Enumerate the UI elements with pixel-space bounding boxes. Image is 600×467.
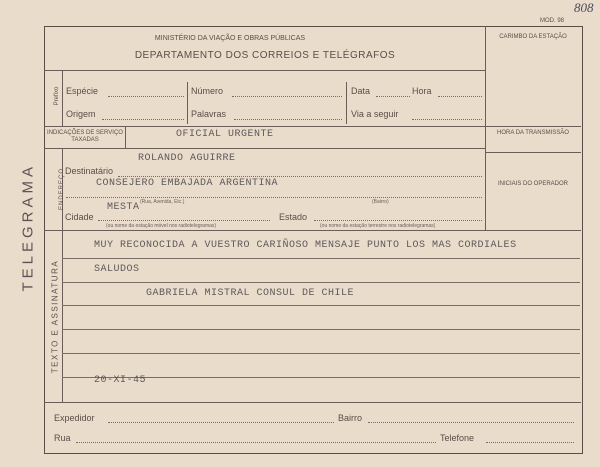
message-line-2: SALUDOS [94, 264, 140, 275]
transmission-hour-label: HORA DA TRANSMISSÃO [497, 130, 569, 136]
message-signature: GABRIELA MISTRAL CONSUL DE CHILE [146, 288, 355, 299]
form-code: MOD. 98 [540, 18, 565, 24]
origem-field[interactable] [102, 119, 184, 120]
palavras-label: Palavras [191, 109, 227, 119]
data-field[interactable] [376, 96, 410, 97]
numero-label: Número [191, 86, 224, 96]
expedidor-label: Expedidor [54, 413, 95, 423]
rua-field[interactable] [76, 442, 436, 443]
telefone-label: Telefone [440, 433, 475, 443]
estado-label: Estado [279, 212, 308, 222]
message-rule-2 [62, 282, 580, 283]
telefone-field[interactable] [486, 442, 574, 443]
street-field[interactable] [66, 197, 482, 198]
expedidor-field[interactable] [108, 422, 334, 423]
destinatario-field[interactable] [118, 176, 482, 177]
message-bottom-rule [44, 402, 581, 403]
data-label: Data [351, 86, 371, 96]
message-rule-4 [62, 329, 580, 330]
message-date: 20-XI-45 [94, 375, 147, 386]
address-bottom-rule [44, 230, 581, 231]
right-column-divider [485, 26, 486, 230]
service-label-divider [125, 126, 126, 148]
bairro-hint: (Bairro) [372, 199, 389, 205]
cidade-value: MESTA [107, 202, 140, 213]
message-line-1: MUY RECONOCIDA A VUESTRO CARIÑOSO MENSAJE PUNTO LOS MAS CORDIALES [94, 240, 517, 251]
hora-field[interactable] [438, 96, 482, 97]
message-section-label: TEXTO E ASSINATURA [50, 259, 60, 374]
prefix-section-label: Prefixo [54, 86, 60, 106]
footer-bairro-label: Bairro [338, 413, 363, 423]
service-value: OFICIAL URGENTE [176, 129, 274, 140]
destinatario-label: Destinatário [65, 166, 114, 176]
message-rule-3 [62, 305, 580, 306]
department-title: DEPARTAMENTO DOS CORREIOS E TELÉGRAFOS [134, 50, 396, 61]
cidade-hint: (ou nome da estação móvel nos radiotelegramas) [106, 223, 217, 229]
stamp-box-label: CARIMBO DA ESTAÇÃO [499, 34, 567, 40]
prefix-top-rule [44, 70, 485, 71]
operator-initials-label: INICIAIS DO OPERADOR [497, 181, 568, 187]
service-label: INDICAÇÕES DE SERVIÇO TAXADAS [47, 130, 123, 143]
via-field[interactable] [412, 119, 482, 120]
via-label: Via a seguir [351, 109, 399, 119]
service-bottom-rule [44, 148, 485, 149]
message-rule-5 [62, 353, 580, 354]
page-number: 808 [574, 0, 594, 15]
prefix-col-divider-1 [187, 82, 188, 124]
message-rule-1 [62, 258, 580, 259]
especie-label: Espécie [66, 86, 99, 96]
estado-hint: (ou nome da estação terrestre nos radiotelegramas) [320, 223, 436, 229]
estado-field[interactable] [314, 220, 482, 221]
footer-bairro-field[interactable] [368, 422, 574, 423]
destinatario-title: CONSEJERO EMBAJADA ARGENTINA [96, 178, 279, 189]
cidade-label: Cidade [65, 212, 94, 222]
destinatario-name: ROLANDO AGUIRRE [138, 153, 236, 164]
especie-field[interactable] [108, 96, 184, 97]
street-hint: (Rua, Avenida, Etc.) [140, 199, 185, 205]
hora-label: Hora [412, 86, 432, 96]
numero-field[interactable] [232, 96, 342, 97]
palavras-field[interactable] [234, 119, 342, 120]
prefix-left-strip [62, 70, 63, 126]
rua-label: Rua [54, 433, 71, 443]
origem-label: Origem [66, 109, 96, 119]
address-section-label: ENDEREÇO [59, 168, 65, 211]
prefix-col-divider-2 [346, 82, 347, 124]
ministry-title: MINISTÉRIO DA VIAÇÃO E OBRAS PÚBLICAS [154, 35, 306, 42]
transmission-hour-rule [485, 152, 581, 153]
telegram-vertical-title: TELEGRAMA [19, 162, 37, 292]
cidade-field[interactable] [98, 220, 270, 221]
